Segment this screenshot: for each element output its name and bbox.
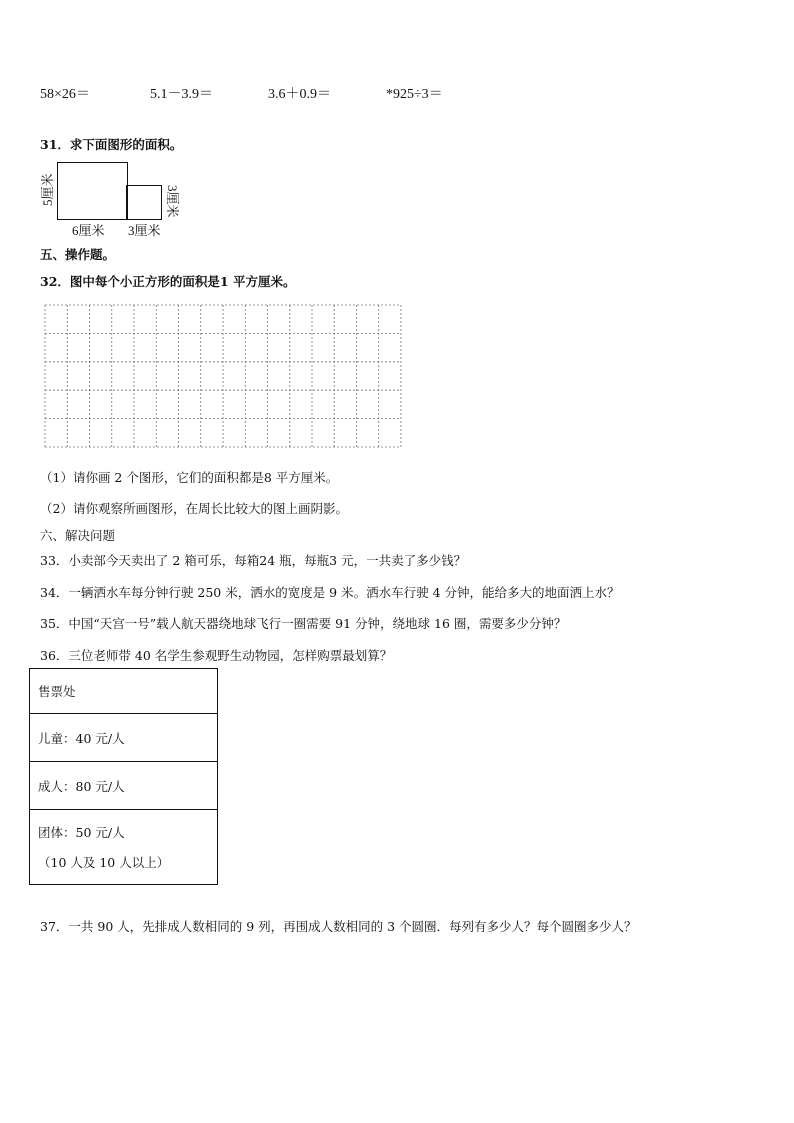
ticket-adult-price: 成人：80 元/人 — [30, 762, 218, 810]
q31-text: 31．求下面图形的面积。 — [40, 137, 183, 152]
q37-text: 37．一共 90 人，先排成人数相同的 9 列，再围成人数相同的 3 个圆圈．每列有多少人？每个圆圈多少人？ — [40, 919, 637, 934]
ticket-group-price: 团体：50 元/人 — [38, 825, 125, 840]
q32-sub1: （1）请你画 2 个图形，它们的面积都是8 平方厘米。 — [40, 470, 339, 485]
q34-text: 34．一辆洒水车每分钟行驶 250 米，洒水的宽度是 9 米。洒水车行驶 4 分钟，能给多大的地面洒上水？ — [40, 585, 620, 600]
calc-item-2: 5.1－3.9＝ — [150, 87, 213, 102]
q36-text: 36．三位老师带 40 名学生参观野生动物园，怎样购票最划算？ — [40, 648, 393, 663]
q35-text: 35．中国“天宫一号”载人航天器绕地球飞行一圈需要 91 分钟，绕地球 16 圈，需要多少分钟？ — [40, 616, 567, 631]
rect-large — [57, 162, 128, 220]
label-right-height: 3厘米 — [165, 185, 180, 218]
square-grid — [44, 304, 402, 448]
label-left-height: 5厘米 — [40, 173, 55, 206]
rect-small — [126, 185, 162, 220]
q32-sub2: （2）请你观察所画图形，在周长比较大的图上画阴影。 — [40, 501, 348, 516]
section-5-title: 五、操作题。 — [40, 247, 116, 262]
q32-text: 32．图中每个小正方形的面积是1 平方厘米。 — [40, 274, 296, 289]
calc-item-4: *925÷3＝ — [386, 87, 443, 102]
calc-item-3: 3.6＋0.9＝ — [268, 87, 331, 102]
q33-text: 33．小卖部今天卖出了 2 箱可乐，每箱24 瓶，每瓶3 元，一共卖了多少钱？ — [40, 553, 467, 568]
ticket-price-table — [29, 668, 218, 885]
ticket-header: 售票处 — [30, 669, 218, 714]
label-bottom-left: 6厘米 — [72, 223, 105, 238]
calc-item-1: 58×26＝ — [40, 87, 90, 102]
ticket-child-price: 儿童：40 元/人 — [30, 714, 218, 762]
ticket-group-note: （10 人及 10 人以上） — [38, 855, 170, 870]
label-bottom-right: 3厘米 — [128, 223, 161, 238]
section-6-title: 六、解决问题 — [40, 528, 116, 543]
ticket-group-cell — [30, 810, 218, 885]
